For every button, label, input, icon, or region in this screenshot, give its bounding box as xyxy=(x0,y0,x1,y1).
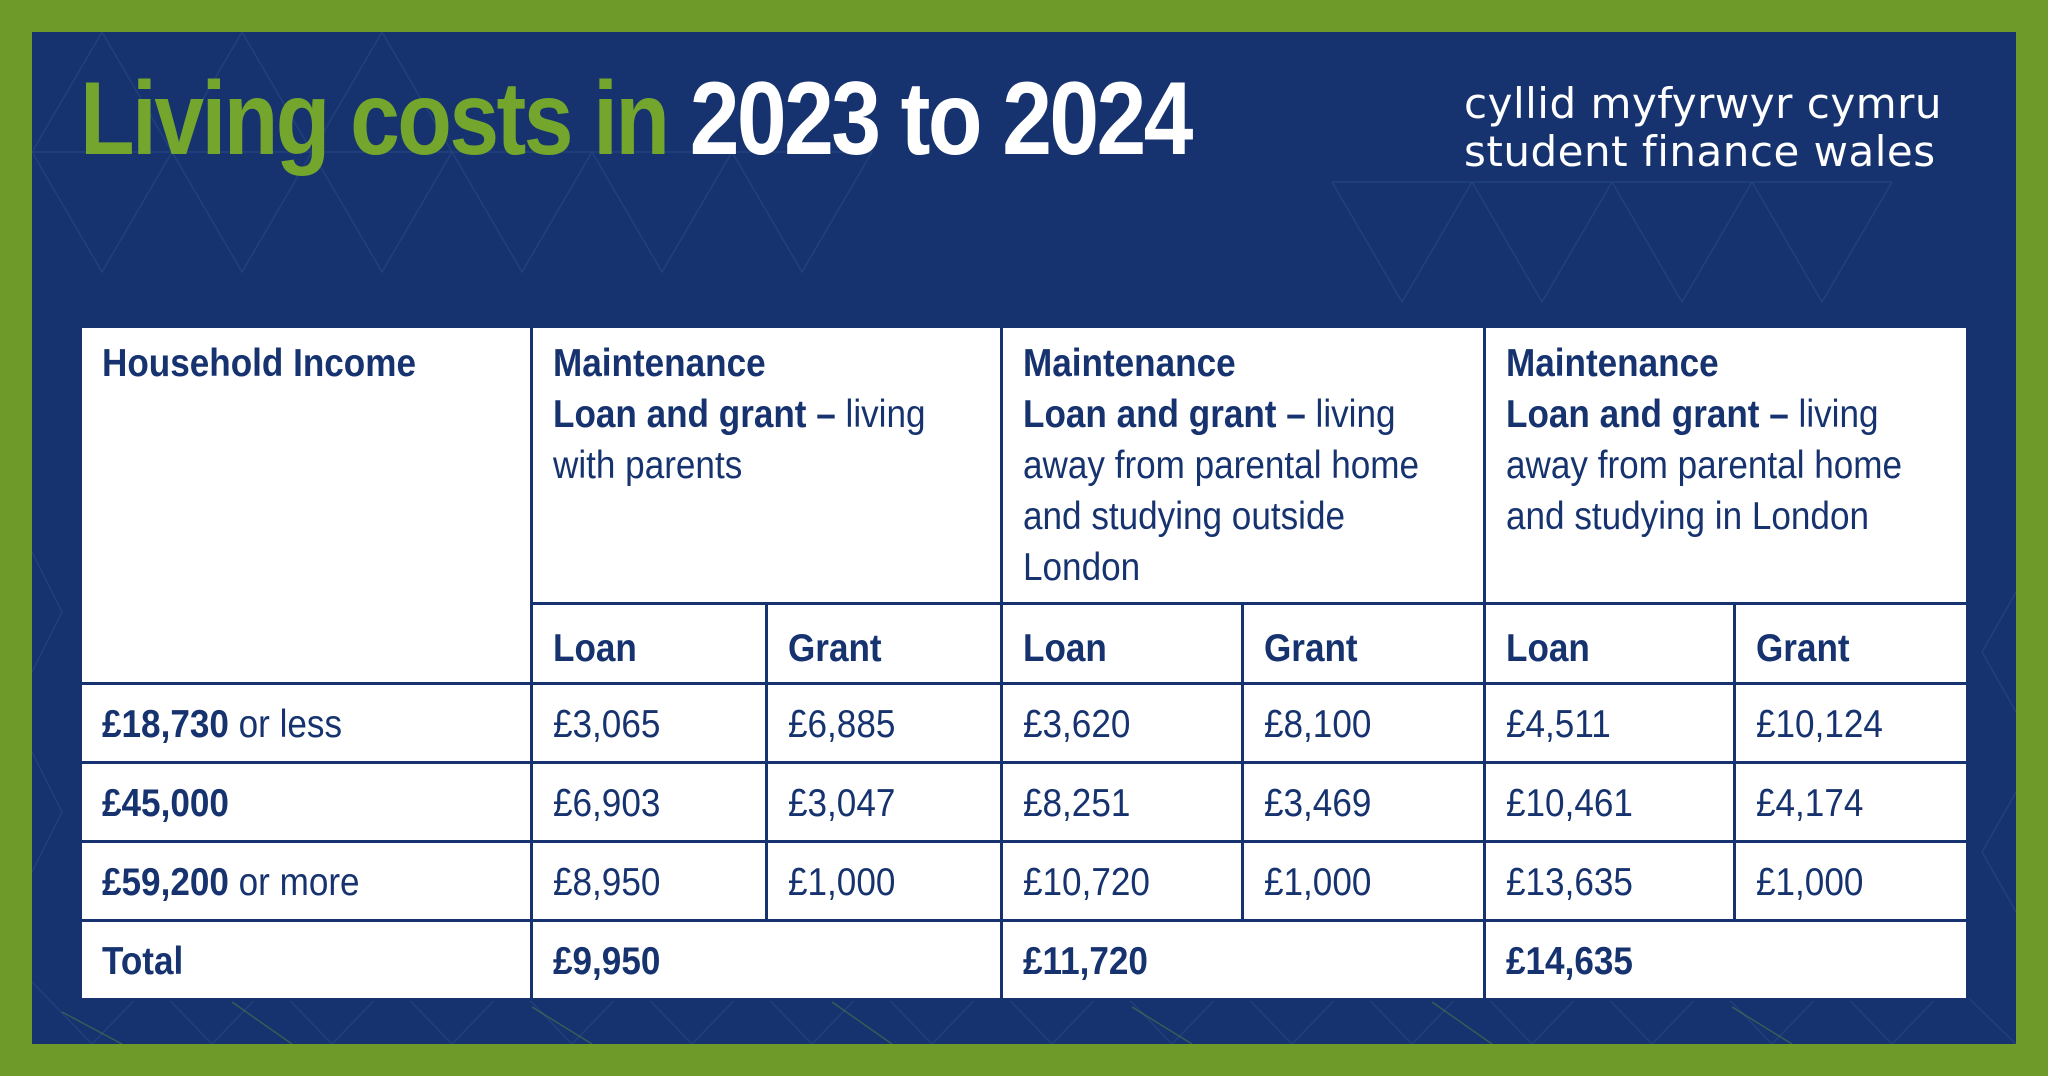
subheader-loan xyxy=(1001,604,1243,684)
value-text: £10,461 xyxy=(1505,782,1633,825)
income-amount: £18,730 xyxy=(102,703,229,746)
income-amount: £45,000 xyxy=(102,782,229,825)
income-cell xyxy=(81,684,532,763)
total-label: Total xyxy=(102,940,184,983)
group-header-with-parents xyxy=(531,327,1001,604)
total-value: £11,720 xyxy=(1022,940,1148,983)
value-cell xyxy=(1484,842,1734,921)
group-header-extra: and studying outside xyxy=(1022,495,1345,538)
household-income-header-text: Household Income xyxy=(102,342,416,385)
total-value: £9,950 xyxy=(552,940,661,983)
value-text: £4,174 xyxy=(1756,782,1864,825)
income-cell xyxy=(81,842,532,921)
total-value: £14,635 xyxy=(1505,940,1633,983)
subheader-grant xyxy=(1735,604,1968,684)
group-header-extra: away from parental home xyxy=(1022,444,1419,487)
subheader-text: Loan xyxy=(552,627,637,670)
group-header-extra: away from parental home xyxy=(1505,444,1902,487)
value-text: £3,047 xyxy=(787,782,896,825)
value-cell xyxy=(1001,684,1243,763)
table-header-row xyxy=(81,327,1968,604)
household-income-header xyxy=(81,327,532,684)
title-white-part: 2023 to 2024 xyxy=(689,61,1191,177)
value-text: £13,635 xyxy=(1505,861,1633,904)
value-cell xyxy=(531,763,766,842)
subheader-text: Grant xyxy=(787,627,882,670)
group-header-extra: London xyxy=(1022,546,1141,589)
value-cell xyxy=(1001,842,1243,921)
living-costs-table xyxy=(79,325,1969,1001)
value-text: £8,950 xyxy=(552,861,661,904)
group-header-line1: Maintenance xyxy=(1022,342,1236,385)
total-row xyxy=(81,921,1968,1000)
group-header-extra: with parents xyxy=(552,444,743,487)
value-cell xyxy=(1243,842,1485,921)
subheader-text: Loan xyxy=(1022,627,1107,670)
value-cell xyxy=(1735,763,1968,842)
table-row xyxy=(81,684,1968,763)
value-text: £4,511 xyxy=(1505,703,1611,746)
subheader-text: Grant xyxy=(1756,627,1850,670)
subheader-loan xyxy=(531,604,766,684)
value-cell xyxy=(531,842,766,921)
group-header-rest: living xyxy=(835,393,926,436)
subheader-text: Grant xyxy=(1264,627,1359,670)
subheader-grant xyxy=(766,604,1001,684)
income-qualifier: or less xyxy=(228,703,343,746)
income-cell xyxy=(81,763,532,842)
value-cell xyxy=(1735,842,1968,921)
value-text: £3,620 xyxy=(1022,703,1131,746)
group-header-line1: Maintenance xyxy=(552,342,766,385)
value-text: £10,124 xyxy=(1756,703,1884,746)
value-text: £1,000 xyxy=(1264,861,1372,904)
income-qualifier: or more xyxy=(228,861,360,904)
table-row xyxy=(81,842,1968,921)
group-header-bold: Loan and grant – xyxy=(552,393,836,436)
subheader-grant xyxy=(1243,604,1485,684)
group-header-extra: and studying in London xyxy=(1505,495,1869,538)
value-cell xyxy=(1484,763,1734,842)
total-value-cell xyxy=(1484,921,1967,1000)
group-header-bold: Loan and grant – xyxy=(1022,393,1306,436)
title-green-part: Living costs in xyxy=(80,61,668,177)
value-text: £10,720 xyxy=(1022,861,1150,904)
value-text: £1,000 xyxy=(1756,861,1864,904)
value-cell xyxy=(1001,763,1243,842)
group-header-line1: Maintenance xyxy=(1505,342,1719,385)
value-text: £6,885 xyxy=(787,703,896,746)
group-header-rest: living xyxy=(1788,393,1879,436)
page-title xyxy=(80,62,1191,176)
value-text: £3,065 xyxy=(552,703,661,746)
value-text: £8,251 xyxy=(1022,782,1131,825)
group-header-rest: living xyxy=(1305,393,1396,436)
value-cell xyxy=(531,684,766,763)
brand-line-english: student finance wales xyxy=(1464,127,1936,176)
value-cell xyxy=(1484,684,1734,763)
total-value-cell xyxy=(531,921,1001,1000)
value-cell xyxy=(766,842,1001,921)
total-value-cell xyxy=(1001,921,1484,1000)
brand-line-welsh: cyllid myfyrwyr cymru xyxy=(1464,79,1942,128)
value-cell xyxy=(1735,684,1968,763)
group-header-in-london xyxy=(1484,327,1967,604)
value-text: £8,100 xyxy=(1264,703,1372,746)
value-text: £3,469 xyxy=(1264,782,1372,825)
brand-logo-text xyxy=(1464,80,1942,176)
value-cell xyxy=(766,763,1001,842)
value-cell xyxy=(1243,684,1485,763)
value-cell xyxy=(1243,763,1485,842)
navy-panel xyxy=(32,32,2016,1044)
income-amount: £59,200 xyxy=(102,861,229,904)
total-label-cell xyxy=(81,921,532,1000)
value-text: £1,000 xyxy=(787,861,896,904)
value-text: £6,903 xyxy=(552,782,661,825)
subheader-loan xyxy=(1484,604,1734,684)
group-header-bold: Loan and grant – xyxy=(1505,393,1789,436)
subheader-text: Loan xyxy=(1505,627,1590,670)
value-cell xyxy=(766,684,1001,763)
table-row xyxy=(81,763,1968,842)
group-header-outside-london xyxy=(1001,327,1484,604)
